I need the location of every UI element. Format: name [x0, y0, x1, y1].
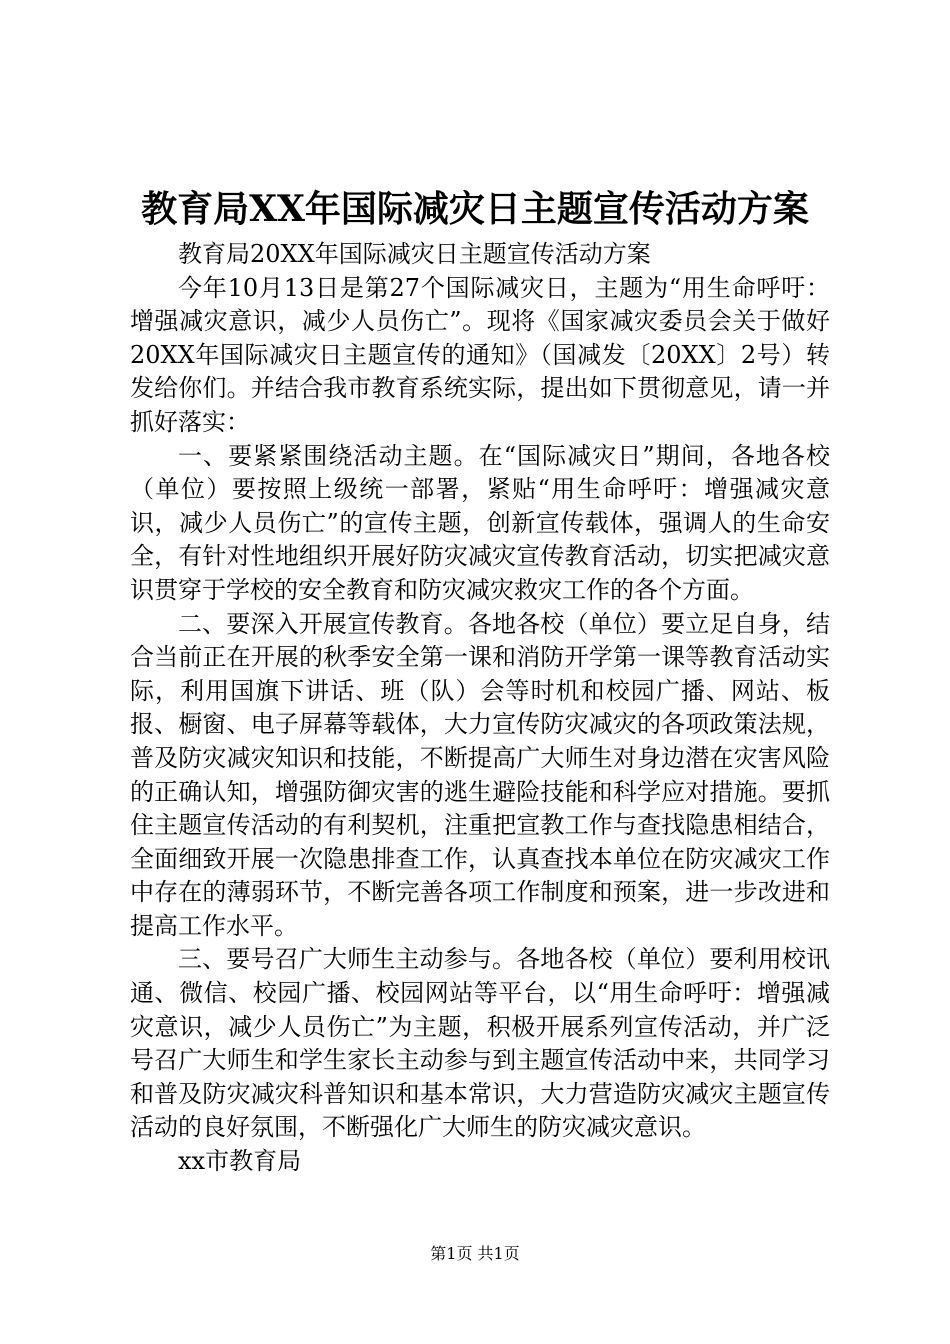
paragraph-intro: 今年10月13日是第27个国际减灾日，主题为“用生命呼吁：增强减灾意识，减少人员伤亡”。现将《国家减灾委员会关于做好20XX年国际减灾日主题宣传的通知》（国减发〔20XX〕2号）转发给你们。并结合我市教育系统实际，提出如下贯彻意见，请一并抓好落实： — [130, 273, 830, 436]
document-title: 教育局XX年国际减灾日主题宣传活动方案 — [141, 188, 809, 230]
document-body — [130, 238, 830, 1179]
page-footer: 第1页 共1页 — [430, 1244, 520, 1263]
paragraph-section-2: 二、要深入开展宣传教育。各地各校（单位）要立足自身，结合当前正在开展的秋季安全第一课和消防开学第一课等教育活动实际，利用国旗下讲话、班（队）会等时机和校园广播、网站、板报、橱窗、电子屏幕等载体，大力宣传防灾减灾的各项政策法规，普及防灾减灾知识和技能，不断提高广大师生对身边潜在灾害风险的正确认知，增强防御灾害的逃生避险技能和科学应对措施。要抓住主题宣传活动的有利契机，注重把宣教工作与查找隐患相结合，全面细致开展一次隐患排查工作，认真查找本单位在防灾减灾工作中存在的薄弱环节，不断完善各项工作制度和预案，进一步改进和提高工作水平。 — [130, 609, 830, 940]
paragraph-section-3: 三、要号召广大师生主动参与。各地各校（单位）要利用校讯通、微信、校园广播、校园网站等平台，以“用生命呼吁：增强减灾意识，减少人员伤亡”为主题，积极开展系列宣传活动，并广泛号召广大师生和学生家长主动参与到主题宣传活动中来，共同学习和普及防灾减灾科普知识和基本常识，大力营造防灾减灾主题宣传活动的良好氛围，不断强化广大师生的防灾减灾意识。 — [130, 945, 830, 1142]
document-subtitle: 教育局20XX年国际减灾日主题宣传活动方案 — [178, 240, 651, 268]
signature: xx市教育局 — [178, 1147, 302, 1176]
paragraph-section-1: 一、要紧紧围绕活动主题。在“国际减灾日”期间，各地各校（单位）要按照上级统一部署，紧贴“用生命呼吁：增强减灾意识，减少人员伤亡”的宣传主题，创新宣传载体，强调人的生命安全，有针对性地组织开展好防灾减灾宣传教育活动，切实把减灾意识贯穿于学校的安全教育和防灾减灾救灾工作的各个方面。 — [130, 441, 830, 604]
